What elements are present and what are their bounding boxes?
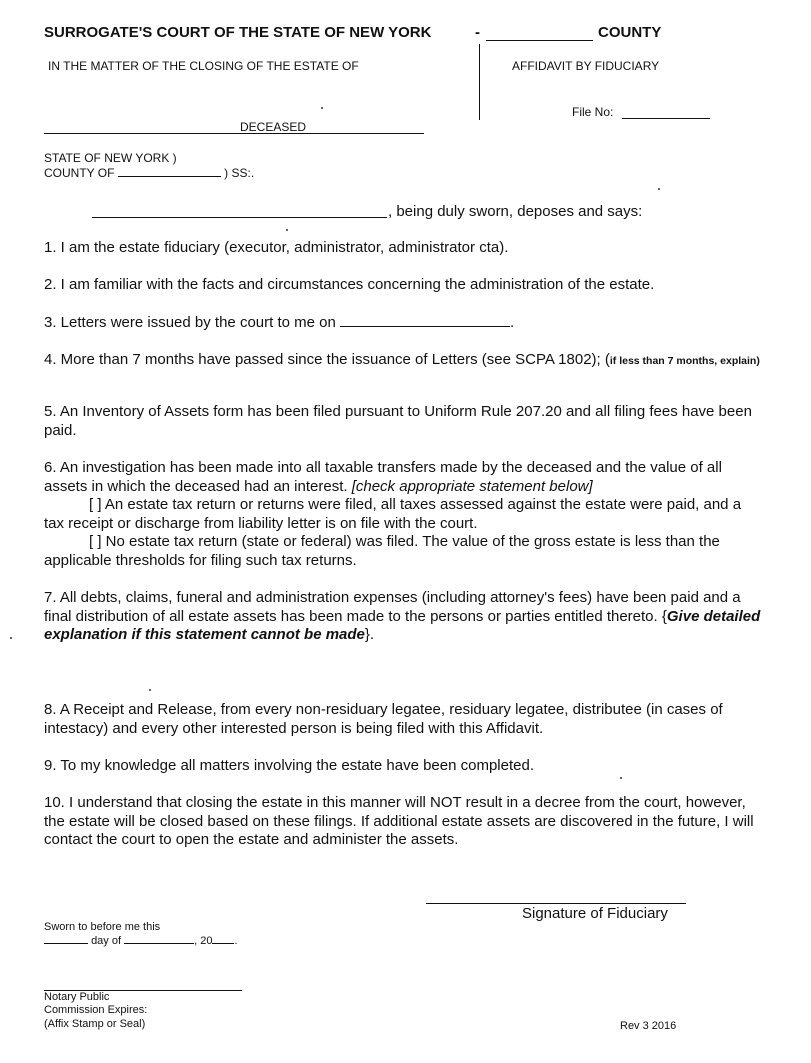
paragraph-7-instruction: Give detailed explanation if this statement cannot be made [44, 607, 761, 643]
paragraph-10: 10. I understand that closing the estate in this manner will NOT result in a decree from the court, however, the estate will be closed based on these filings. If additional estate assets are discovered in the future, I will contact the court to open the estate and administer the assets. [44, 794, 754, 848]
paragraph-3-period: . [510, 314, 515, 331]
paragraph-6-instruction: [check appropriate statement below] [351, 477, 593, 495]
paragraph-7-text: 7. All debts, claims, funeral and administration expenses (including attorney's fees) have been paid and a final distribution of all estate assets has been made to the persons or parties entitled thereto. [44, 589, 741, 625]
deposes-text: , being duly sworn, deposes and says: [388, 203, 643, 220]
deponent-name-blank[interactable] [92, 217, 387, 218]
county-of-label: COUNTY OF [44, 166, 115, 180]
option-1-text: [ ] An estate tax return or returns were filed, all taxes assessed against the estate were paid, and a tax receipt or discharge from liability letter is on file with the court. [44, 496, 742, 532]
ss-label: ) SS:. [224, 166, 255, 180]
signature-label: Signature of Fiduciary [522, 905, 668, 922]
document-title: AFFIDAVIT BY FIDUCIARY [512, 59, 660, 73]
paragraph-2: 2. I am familiar with the facts and circumstances concerning the administration of the estate. [44, 276, 655, 293]
paragraph-5: 5. An Inventory of Assets form has been filed pursuant to Uniform Rule 207.20 and all filing fees have been paid. [44, 403, 752, 439]
scan-speck [286, 229, 288, 231]
stamp-seal-label: (Affix Stamp or Seal) [44, 1018, 146, 1030]
decedent-name-line[interactable] [44, 133, 424, 134]
commission-expires-label: Commission Expires: [44, 1004, 148, 1016]
paragraph-3-text: 3. Letters were issued by the court to me on [44, 314, 336, 331]
paragraph-1: 1. I am the estate fiduciary (executor, administrator, administrator cta). [44, 239, 509, 256]
year-prefix: , 20 [194, 935, 213, 947]
jurat-day-blank[interactable] [44, 942, 88, 944]
scan-speck [321, 107, 323, 109]
notary-public-label: Notary Public [44, 991, 110, 1003]
paragraph-4-text: 4. More than 7 months have passed since the issuance of Letters (see SCPA 1802); ( [44, 351, 610, 368]
paragraph-7-brace-open: { [661, 607, 667, 625]
day-of-label: day of [91, 935, 122, 947]
title-dash: - [475, 24, 480, 41]
county-name-blank[interactable] [486, 40, 593, 41]
paragraph-6-option-1[interactable] [44, 496, 764, 533]
paragraph-6-option-2[interactable] [44, 533, 764, 570]
paragraph-6 [44, 459, 764, 496]
venue-state: STATE OF NEW YORK ) [44, 151, 177, 165]
paragraph-9: 9. To my knowledge all matters involving the estate have been completed. [44, 757, 535, 774]
paragraph-4-note: if less than 7 months, explain) [609, 355, 760, 367]
header-divider [479, 44, 480, 120]
venue-county [44, 166, 254, 180]
deceased-label: DECEASED [240, 120, 307, 134]
matter-caption: IN THE MATTER OF THE CLOSING OF THE ESTATE OF [48, 59, 359, 73]
paragraph-7-brace-close: }. [364, 626, 375, 643]
court-title: SURROGATE'S COURT OF THE STATE OF NEW YORK [44, 24, 432, 41]
paragraph-4 [44, 351, 764, 370]
scan-speck [620, 777, 622, 779]
letters-date-blank[interactable] [340, 325, 510, 327]
option-2-text: [ ] No estate tax return (state or federal) was filed. The value of the gross estate is less than the applicable thresholds for filing such tax returns. [44, 533, 720, 569]
jurat-date [44, 935, 238, 947]
paragraph-6-text: 6. An investigation has been made into all taxable transfers made by the deceased and the value of all assets in which the deceased had an interest. [44, 459, 722, 495]
scan-speck [149, 689, 151, 691]
jurat-sworn: Sworn to before me this [44, 921, 161, 933]
paragraph-8: 8. A Receipt and Release, from every non-residuary legatee, residuary legatee, distributee (in cases of intestacy) and every other interested person is being filed with this Affidavit. [44, 701, 723, 737]
jurat-month-blank[interactable] [124, 942, 194, 944]
file-no-label: File No: [572, 105, 614, 119]
paragraph-7 [44, 589, 764, 645]
revision-label: Rev 3 2016 [620, 1020, 677, 1032]
paragraph-3 [44, 314, 764, 333]
county-label: COUNTY [598, 24, 662, 41]
signature-line[interactable] [426, 903, 686, 904]
file-no-blank[interactable] [622, 118, 710, 119]
scan-speck [10, 637, 12, 639]
jurat-period: . [234, 935, 238, 947]
jurat-year-blank[interactable] [212, 942, 234, 944]
scan-speck [658, 188, 660, 190]
venue-county-blank[interactable] [118, 175, 221, 177]
